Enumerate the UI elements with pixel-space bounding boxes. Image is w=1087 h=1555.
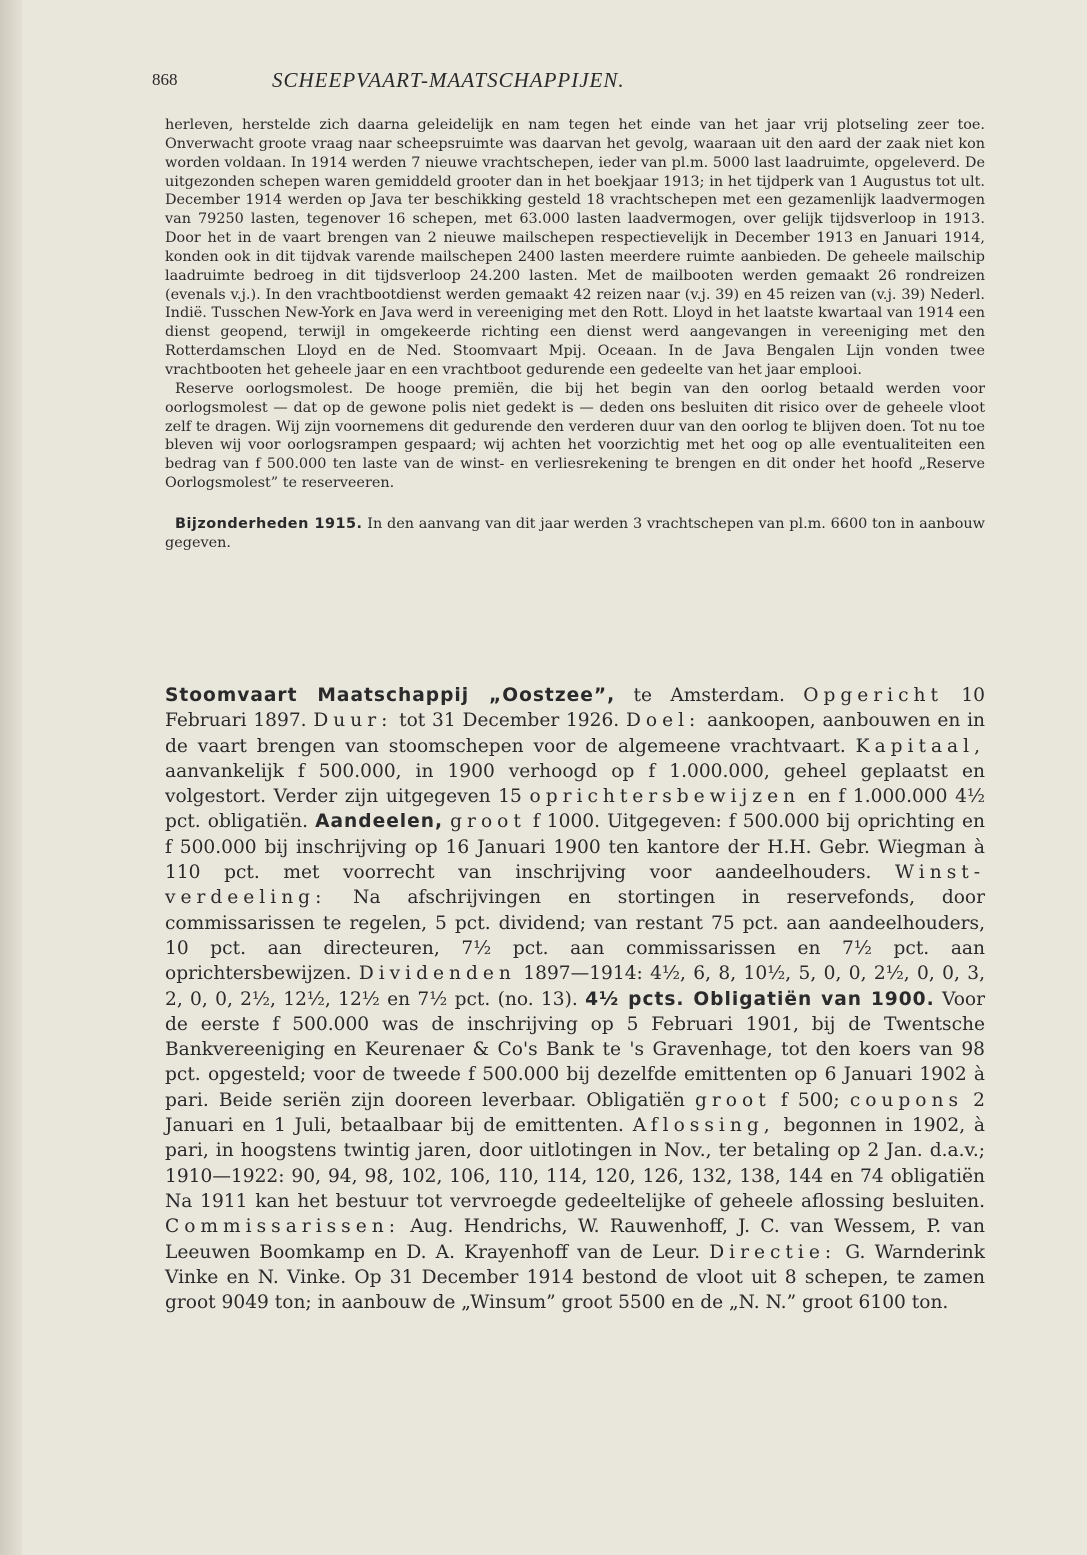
text-segment: G. Warnderink Vinke en N. Vinke. Op 31 December 1914 bestond de vloot uit 8 schepen, te zamen groot 9049 ton; in aanbouw de „Winsum” groot 5500 en de „N. N.” groot 6100 ton. xyxy=(165,1241,985,1314)
spaced-label-segment: Directie: xyxy=(709,1241,837,1263)
text-segment: Na afschrijvingen en stortingen in reservefonds, door commissarissen te regelen, 5 pct. dividend; van restant 75 pct. aan aandeelhouders, 10 pct. aan directeuren, 7½ pct. aan commissarissen en 7½ pct. aan oprichtersbewijzen. xyxy=(165,887,985,985)
spaced-label-segment: Dividenden xyxy=(358,963,516,985)
spaced-label-segment: Duur: xyxy=(313,710,393,732)
bold-heading-segment: Aandeelen, xyxy=(315,811,444,833)
page-binding-edge xyxy=(0,0,22,1555)
paragraph-war-reserve: Reserve oorlogsmolest. De hooge premiën, die bij het begin van den oorlog betaald werden voor oorlogsmolest — dat op de gewone polis niet gedekt is — deden ons besluiten dit risico over de geheele vloot zelf te dragen. Wij zijn voornemens dit gedurende den verderen duur van den oorlog te blijven doen. Tot nu toe bleven wij voor oorlogsrampen gespaard; wij achten het voorzichtig met het oog op alle eventualiteiten een bedrag van f 500.000 ten laste van de winst- en verliesrekening te brengen en dit onder het hoofd „Reserve Oorlogsmolest” te reserveeren. xyxy=(165,380,985,492)
text-segment: begonnen in 1902, à pari, in hoogstens twintig jaren, door uitlotingen in Nov., ter betaling op 2 Jan. d.a.v.; 1910—1922: 90, 94, 98, 102, 106, 110, 114, 120, 126, 132, 138, 144 en 74 obligatiën Na 1911 kan het bestuur tot vervroegde gedeeltelijke of geheele aflossing besluiten. xyxy=(165,1115,985,1212)
text-segment: tot 31 December 1926. xyxy=(392,710,626,732)
text-segment: 10 Februari 1897. xyxy=(165,685,986,732)
text-segment: 2 Januari en 1 Juli, betaalbaar bij de emittenten. xyxy=(165,1089,986,1137)
paragraph-details-1915 xyxy=(165,515,985,553)
spaced-label-segment: Commissarissen: xyxy=(165,1216,400,1238)
paragraph-operations: herleven, herstelde zich daarna geleidelijk en nam tegen het einde van het jaar vrij plotseling zeer toe. Onverwacht groote vraag naar scheepsruimte was daarvan het gevolg, waaraan uit den aard der zaak niet kon worden voldaan. In 1914 werden 7 nieuwe vrachtschepen, ieder van pl.m. 5000 last laadruimte, opgeleverd. De uitgezonden schepen waren gemiddeld grooter dan in het boekjaar 1913; in het tijdperk van 1 Augustus tot ult. December 1914 werden op Java ter beschikking gesteld 18 vrachtschepen met een gezamenlijk laadvermogen van 79250 lasten, tegenover 16 schepen, met 63.000 lasten laadvermogen, over gelijk tijdsverloop in 1913. Door het in de vaart brengen van 2 nieuwe mailschepen respectievelijk in December 1913 en Januari 1914, konden ook in dit tijdvak varende mailschepen 2400 lasten meerdere ruimte aanbieden. De geheele mailschip laadruimte bedroeg in dit tijdsverloop 24.200 lasten. Met de mailbooten werden gemaakt 26 rondreizen (evenals v.j.). In den vrachtbootdienst werden gemaakt 42 reizen naar (v.j. 39) en 45 reizen van (v.j. 39) Nederl. Indië. Tusschen New-York en Java werd in vereeniging met den Rott. Lloyd in het laatste kwartaal van 1914 een dienst geopend, terwijl in omgekeerde richting een dienst werd aangevangen in vereeniging met den Rotterdamschen Lloyd en de Ned. Stoomvaart Mpij. Oceaan. In de Java Bengalen Lijn vonden twee vrachtbooten het geheele jaar en een vrachtboot gedurende een gedeelte van het jaar emplooi. xyxy=(165,117,985,378)
section-oostzee-entry xyxy=(165,683,985,1315)
section-annual-report xyxy=(165,116,985,553)
text-segment: Voor de eerste f 500.000 was de inschrijving op 5 Februari 1901, bij de Twentsche Bankvereeniging en Keurenaer & Co's Bank te 's Gravenhage, tot den koers van 98 pct. opgesteld; voor de tweede f 500.000 bij dezelfde emittenten op 6 Januari 1902 à pari. Beide seriën zijn dooreen leverbaar. Obligatiën xyxy=(165,988,985,1111)
running-title: SCHEEPVAART-MAATSCHAPPIJEN. xyxy=(272,68,625,92)
details-heading: Bijzonderheden 1915. xyxy=(175,515,363,532)
spaced-label-segment: Doel: xyxy=(625,710,701,732)
spaced-label-segment: groot xyxy=(450,811,526,833)
spaced-label-segment: Opgericht xyxy=(803,685,943,706)
page-number: 868 xyxy=(152,70,178,89)
text-segment: f 500; xyxy=(770,1089,850,1111)
spaced-label-segment: Winst-verdeeling: xyxy=(165,862,985,909)
bold-heading-segment: Stoomvaart Maatschappij „Oostzee”, xyxy=(165,685,616,706)
paragraph-oostzee xyxy=(165,683,985,1315)
text-segment: f 1000. Uitgegeven: f 500.000 bij oprichting en f 500.000 bij inschrijving op 16 Januari 1900 ten kantore der H.H. Gebr. Wiegman à 110 pct. met voorrecht van inschrijving voor aandeelhouders. xyxy=(165,811,985,884)
text-segment: en f 1.000.000 4½ pct. obligatiën. xyxy=(165,786,985,833)
text-segment: aanvankelijk f 500.000, in 1900 verhoogd op f 1.000.000, geheel geplaatst en volgestort. Verder zijn uitgegeven 15 xyxy=(165,760,985,808)
details-text: In den aanvang van dit jaar werden 3 vrachtschepen van pl.m. 6600 ton in aanbouw gegeven. xyxy=(165,515,985,551)
spaced-label-segment: coupons xyxy=(849,1089,964,1111)
spaced-label-segment: Aflossing, xyxy=(632,1115,775,1137)
text-segment: 1897—1914: 4½, 6, 8, 10½, 5, 0, 0, 2½, 0, 0, 3, 2, 0, 0, 2½, 12½, 12½ en 7½ pct. (no. 13). xyxy=(165,963,985,1010)
bold-heading-segment: 4½ pcts. Obligatiën van 1900. xyxy=(585,988,935,1010)
text-segment: aankoopen, aanbouwen en in de vaart brengen van stoomschepen voor de algemeene vrachtvaart. xyxy=(165,710,985,757)
text-segment: te Amsterdam. xyxy=(615,685,804,706)
text-segment: Aug. Hendrichs, W. Rauwenhoff, J. C. van Wessem, P. van Leeuwen Boomkamp en D. A. Krayenhoff van de Leur. xyxy=(165,1216,985,1263)
spaced-label-segment: groot xyxy=(695,1089,771,1111)
spaced-label-segment: oprichtersbewijzen xyxy=(529,786,801,808)
spaced-label-segment: Kapitaal, xyxy=(855,735,985,757)
